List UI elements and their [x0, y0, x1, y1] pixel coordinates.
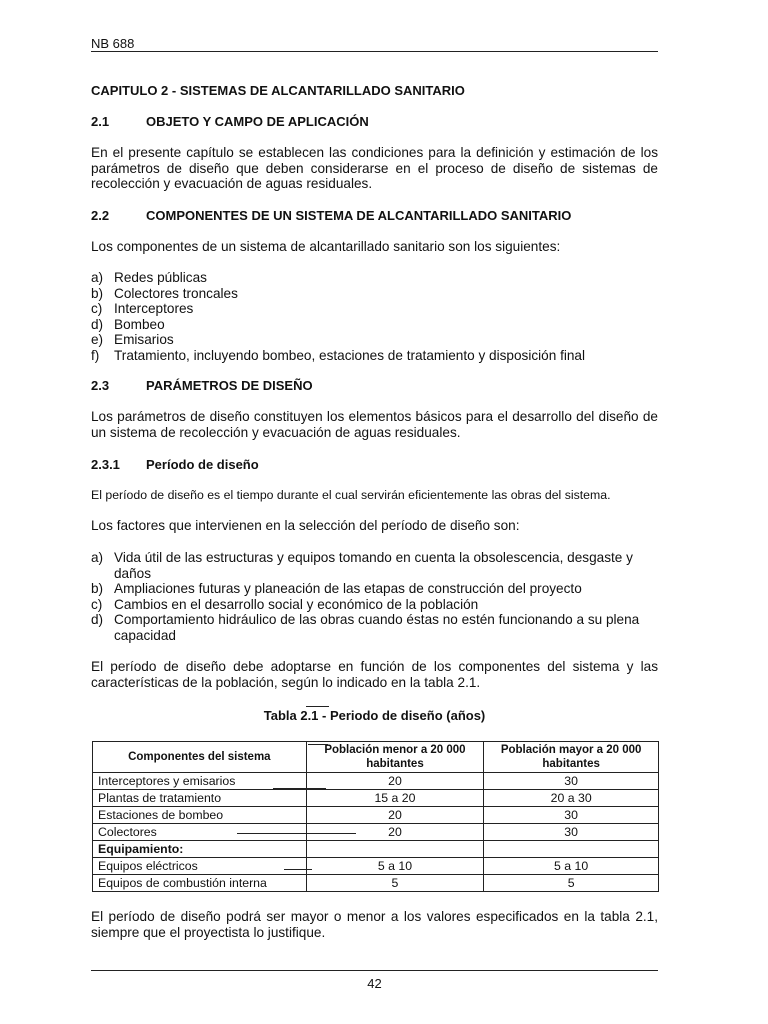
table-caption: Tabla 2.1 - Periodo de diseño (años): [263, 708, 486, 723]
table-row: Colectores 20 30: [93, 824, 659, 841]
column-header: Población mayor a 20 000 habitantes: [484, 742, 659, 773]
section-title: PARÁMETROS DE DISEÑO: [146, 378, 313, 393]
table-row: Interceptores y emisarios 20 30: [93, 773, 659, 790]
list-item: b) Colectores troncales: [91, 285, 238, 301]
section-number: 2.3: [91, 378, 110, 393]
section-title: Período de diseño: [146, 457, 259, 472]
section-title: OBJETO Y CAMPO DE APLICACIÓN: [146, 114, 369, 129]
footer-rule: [91, 970, 658, 971]
column-header: Población menor a 20 000 habitantes: [306, 742, 484, 773]
list-item: c) Cambios en el desarrollo social y económico de la población: [91, 596, 479, 612]
components-list: [91, 270, 658, 363]
design-period-paragraph: El período de diseño debe adoptarse en función de los componentes del sistema y las características de la población, según lo indicado en la tabla 2.1.: [91, 659, 658, 690]
document-code: NB 688: [91, 36, 135, 51]
closing-paragraph: El período de diseño podrá ser mayor o menor a los valores especificados en la tabla 2.1, siempre que el proyectista lo justifique.: [91, 909, 658, 940]
list-item: b) Ampliaciones futuras y planeación de las etapas de construcción del proyecto: [91, 581, 582, 596]
stray-line: [284, 869, 312, 870]
table-row: Estaciones de bombeo 20 30: [93, 807, 659, 824]
table-row: Equipos eléctricos 5 a 10 5 a 10: [93, 858, 659, 875]
column-header: Componentes del sistema: [93, 742, 307, 773]
list-item: a) Vida útil de las estructuras y equipos tomando en cuenta la obsolescencia, desgaste y daños: [91, 550, 633, 581]
section-number: 2.2: [91, 208, 110, 223]
list-item: f) Tratamiento, incluyendo bombeo, estaciones de tratamiento y disposición final: [91, 347, 586, 363]
section-2-2-heading: [91, 208, 658, 223]
table-row: Equipos de combustión interna 5 5: [93, 875, 659, 892]
section-2-1-heading: [91, 114, 658, 129]
table-row: Plantas de tratamiento 15 a 20 20 a 30: [93, 790, 659, 807]
list-item: e) Emisarios: [91, 332, 174, 347]
page-number: 42: [367, 976, 382, 991]
design-period-table: [92, 741, 659, 892]
section-title: COMPONENTES DE UN SISTEMA DE ALCANTARILLADO SANITARIO: [146, 208, 572, 223]
stray-line: [306, 706, 329, 707]
document-page: [91, 0, 658, 1024]
header-rule: [91, 51, 658, 52]
chapter-title: CAPITULO 2 - SISTEMAS DE ALCANTARILLADO SANITARIO: [91, 83, 465, 98]
section-number: 2.1: [91, 114, 110, 129]
stray-line: [237, 833, 356, 834]
section-2-2-intro: Los componentes de un sistema de alcantarillado sanitario son los siguientes:: [91, 239, 561, 254]
list-item: c) Interceptores: [91, 301, 194, 316]
list-item: d) Bombeo: [91, 316, 165, 332]
factors-intro: Los factores que intervienen en la selección del período de diseño son:: [91, 518, 520, 533]
design-period-definition: El período de diseño es el tiempo durante el cual servirán eficientemente las obras del sistema.: [91, 488, 611, 502]
section-number: 2.3.1: [91, 457, 120, 472]
table-row: Equipamiento:: [93, 841, 659, 858]
stray-line: [273, 788, 326, 789]
factors-list: [91, 550, 658, 643]
table-header-row: [93, 742, 659, 773]
list-item: a) Redes públicas: [91, 270, 207, 285]
list-item: d) Comportamiento hidráulico de las obras cuando éstas no estén funcionando a su plena capacidad: [91, 612, 640, 643]
section-2-3-heading: [91, 378, 658, 393]
stray-line: [308, 744, 328, 745]
section-2-1-paragraph: En el presente capítulo se establecen las condiciones para la definición y estimación de los parámetros de diseño que deben considerarse en el proceso de diseño de sistemas de recolección y evacuación de aguas residuales.: [91, 145, 658, 191]
section-2-3-paragraph: Los parámetros de diseño constituyen los elementos básicos para el desarrollo del diseño de un sistema de recolección y evacuación de aguas residuales.: [91, 409, 658, 440]
section-2-3-1-heading: [91, 457, 658, 472]
